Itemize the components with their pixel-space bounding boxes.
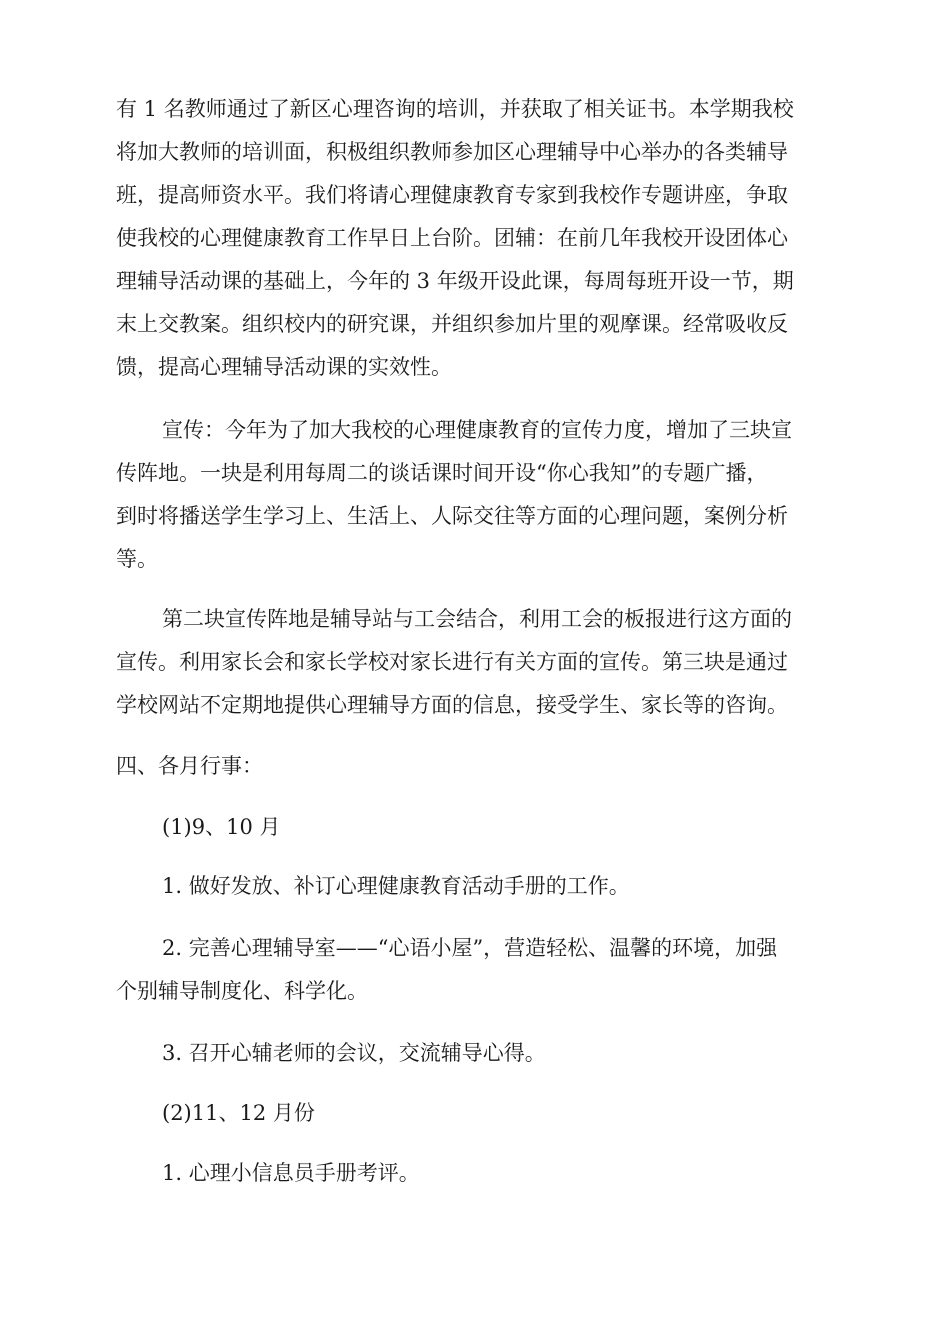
list-item-2-continued: 个别辅导制度化、科学化。 — [116, 979, 368, 1003]
list-item-3: 3. 召开心辅老师的会议，交流辅导心得。 — [162, 1041, 546, 1065]
list-item-2-first-line: 2. 完善心理辅导室——“心语小屋”，营造轻松、温馨的环境，加强 — [162, 936, 778, 960]
paragraph-second-position-continued: 宣传。利用家长会和家长学校对家长进行有关方面的宣传。第三块是通过 学校网站不定期地提供心理辅导方面的信息，接受学生、家长等的咨询。 — [116, 650, 788, 717]
period-heading-1: (1)9、10 月 — [162, 815, 281, 839]
section-heading-monthly: 四、各月行事： — [116, 754, 263, 778]
paragraph-publicity-continued: 传阵地。一块是利用每周二的谈话课时间开设“你心我知”的专题广播， 到时将播送学生学习上、生活上、人际交往等方面的心理问题，案例分析 等。 — [116, 461, 788, 571]
paragraph-teacher-training: 有 1 名教师通过了新区心理咨询的培训，并获取了相关证书。本学期我校 将加大教师的培训面，积极组织教师参加区心理辅导中心举办的各类辅导 班，提高师资水平。我们将请心理健康教育专家到我校作专题讲座，争取 使我校的心理健康教育工作早日上台阶。团辅：在前几年我校开设团体心 理辅导活动课的基础上，今年的 3 年级开设此课，每周每班开设一节，期 末上交教案。组织校内的研究课，并组织参加片里的观摩课。经常吸收反 馈，提高心理辅导活动课的实效性。 — [116, 97, 794, 379]
paragraph-publicity-first-line: 宣传：今年为了加大我校的心理健康教育的宣传力度，增加了三块宣 — [162, 418, 792, 442]
list-item-1: 1. 做好发放、补订心理健康教育活动手册的工作。 — [162, 874, 630, 898]
list-item-4: 1. 心理小信息员手册考评。 — [162, 1161, 420, 1185]
period-heading-2: (2)11、12 月份 — [162, 1101, 315, 1125]
paragraph-second-position-first-line: 第二块宣传阵地是辅导站与工会结合，利用工会的板报进行这方面的 — [162, 607, 792, 631]
